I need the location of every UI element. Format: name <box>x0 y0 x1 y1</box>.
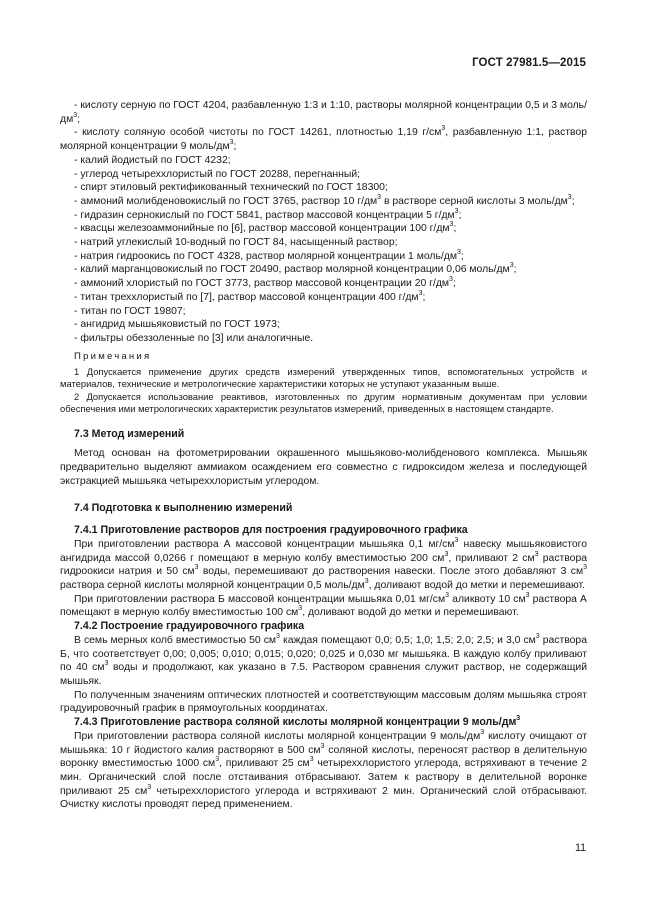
reagent-item: - кислоту соляную особой чистоты по ГОСТ 14261, плотностью 1,19 $г/см^3$, разбавленную 1:1, раствор молярной концентрации 9 моль/$дм^3$; <box>60 125 587 153</box>
section-7-4-2-para-1: В семь мерных колб вместимостью 50 $см^3$ каждая помещают 0,0; 0,5; 1,0; 1,5; 2,0; 2,5; и 3,0 $см^3$ раствора Б, что соответствует 0,00; 0,005; 0,010; 0,015; 0,020; 0,025 и 0,030 мг мышьяка. В каждую колбу приливают по 40 $см^3$ воды и продолжают, как указано в 7.5. Раствором сравнения служит раствор, не содержащий мышьяк. <box>60 632 587 687</box>
section-7-4-title: 7.4 Подготовка к выполнению измерений <box>74 501 293 514</box>
section-7-4-2-para-2: По полученным значениям оптических плотностей и соответствующим массовым долям мышьяка строят градуировочный график в прямоугольных координатах. <box>60 689 587 715</box>
reagent-item: - калий марганцовокислый по ГОСТ 20490, раствор молярной концентрации 0,06 моль/$дм^3$; <box>74 262 517 276</box>
section-7-4-2-title: 7.4.2 Построение градуировочного графика <box>74 620 305 633</box>
reagent-item: - спирт этиловый ректификованный технический по ГОСТ 18300; <box>74 182 388 194</box>
section-7-3-text: Метод основан на фотометрировании окрашенного мышьяково-молибденового комплекса. Мышьяк предварительно выделяют аммиаком осаждением его совместно с гидроксидом железа и последующей экстракцией мышьяка четыреххлористым углеродом. <box>60 448 587 487</box>
reagent-item: - аммоний молибденовокислый по ГОСТ 3765, раствор 10 $г/дм^3$ в растворе серной кислоты 3 моль/$дм^3$; <box>74 193 575 207</box>
section-7-4-3-title: 7.4.3 Приготовление раствора соляной кислоты молярной концентрации 9 моль/$дм^3$ <box>74 715 521 729</box>
reagent-item: - квасцы железоаммонийные по [6], раствор массовой концентрации 100 $г/дм^3$; <box>74 221 457 235</box>
page-number: 11 <box>575 842 586 854</box>
reagent-item: - фильтры обеззоленные по [3] или аналогичные. <box>74 332 314 344</box>
notes-heading: Примечания <box>74 350 152 362</box>
reagent-item: - кислоту серную по ГОСТ 4204, разбавленную 1:3 и 1:10, растворы молярной концентрации 0,5 и 3 моль/$дм^3$; <box>60 100 587 125</box>
reagent-item: - гидразин сернокислый по ГОСТ 5841, раствор массовой концентрации 5 $г/дм^3$; <box>74 207 462 221</box>
section-7-4-1-para-1: При приготовлении раствора А массовой концентрации мышьяка 0,1 $мг/см^3$ навеску мышьяковистого ангидрида массой 0,0266 г помещают в мерную колбу вместимостью 200 $см^3$, приливают 2 $см^3$ раствора гидроокиси натрия и 50 $см^3$ воды, перемешивают до растворения навески. После этого добавляют 3 $см^3$ раствора серной кислоты молярной концентрации 0,5 моль/$дм^3$, доливают водой до метки и перемешивают. <box>60 536 588 592</box>
section-7-4-3-para-1: При приготовлении раствора соляной кислоты молярной концентрации 9 моль/$дм^3$ кислоту очищают от мышьяка: 10 г йодистого калия растворяют в 500 $см^3$ соляной кислоты, переносят раствор в делительную воронку вместимостью 1000 $см^3$, приливают 25 $см^3$ четыреххлористого углерода, встряхивают в течение 2 мин. Органический слой после отстаивания отбрасывают. Затем к раствору в делительной воронке приливают 25 $см^3$ четыреххлористого углерода и встряхивают 2 мин. Органический слой отбрасывают. Очистку кислоты проводят перед применением. <box>60 728 588 811</box>
reagents-list <box>60 99 587 346</box>
section-7-4-1-title: 7.4.1 Приготовление растворов для построения градуировочного графика <box>74 524 468 537</box>
reagent-item: - титан треххлористый по [7], раствор массовой концентрации 400 $г/дм^3$; <box>74 289 426 303</box>
section-7-4-1-para-2: При приготовлении раствора Б массовой концентрации мышьяка 0,01 $мг/см^3$ аликвоту 10 $см^3$ раствора А помещают в мерную колбу вместимостью 100 $см^3$, доливают водой до метки и перемешивают. <box>60 591 587 619</box>
reagent-item: - титан по ГОСТ 19807; <box>74 305 186 317</box>
standard-code-header: ГОСТ 27981.5—2015 <box>472 57 586 69</box>
reagent-item: - аммоний хлористый по ГОСТ 3773, раствор массовой концентрации 20 $г/дм^3$; <box>74 276 456 290</box>
note-1: 1 Допускается применение других средств измерений утвержденных типов, вспомогательных устройств и материалов, технические и метрологические характеристики которых не уступают указанным выше. <box>60 366 587 390</box>
note-2: 2 Допускается использование реактивов, изготовленных по другим нормативным документам при условии обеспечения ими метрологических характеристик результатов измерений, приведенных в настоящем стандарте. <box>60 390 587 414</box>
reagent-item: - натрия гидроокись по ГОСТ 4328, раствор молярной концентрации 1 моль/$дм^3$; <box>74 248 464 262</box>
reagent-item: - углерод четыреххлористый по ГОСТ 20288, перегнанный; <box>74 168 361 180</box>
section-7-3-title: 7.3 Метод измерений <box>74 427 185 440</box>
reagent-item: - натрий углекислый 10-водный по ГОСТ 84, насыщенный раствор; <box>74 237 398 249</box>
reagent-item: - калий йодистый по ГОСТ 4232; <box>74 154 231 166</box>
reagent-item: - ангидрид мышьяковистый по ГОСТ 1973; <box>74 319 280 331</box>
page-content <box>60 99 587 812</box>
